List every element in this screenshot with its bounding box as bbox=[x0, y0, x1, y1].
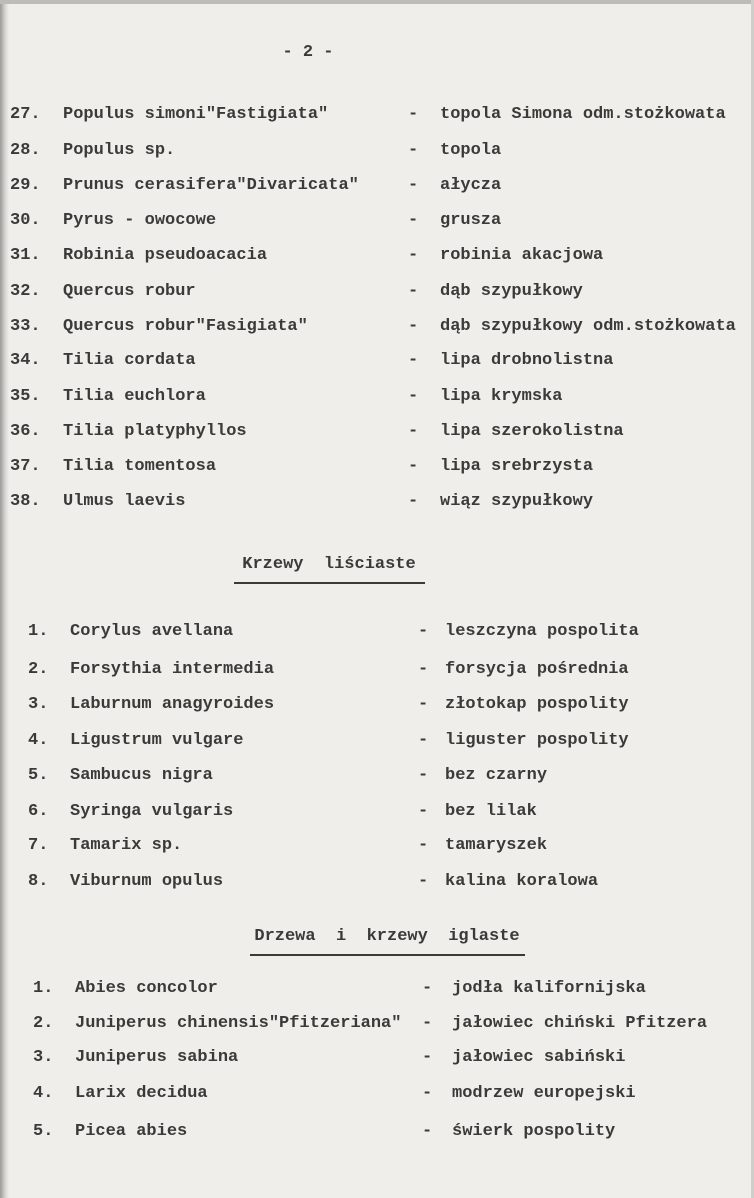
dash-separator: - bbox=[418, 766, 429, 785]
item-number: 4. bbox=[33, 1084, 54, 1103]
latin-name: Ulmus laevis bbox=[63, 492, 186, 511]
latin-name: Tilia euchlora bbox=[63, 387, 206, 406]
latin-name: Laburnum anagyroides bbox=[70, 695, 275, 714]
dash-separator: - bbox=[422, 979, 433, 998]
item-number: 37. bbox=[10, 457, 41, 476]
dash-separator: - bbox=[422, 1014, 433, 1033]
dash-separator: - bbox=[418, 622, 429, 641]
item-number: 38. bbox=[10, 492, 41, 511]
latin-name: Sambucus nigra bbox=[70, 766, 213, 785]
dash-separator: - bbox=[408, 457, 419, 476]
polish-name: liguster pospolity bbox=[445, 731, 629, 750]
dash-separator: - bbox=[418, 872, 429, 891]
latin-name: Quercus robur bbox=[63, 282, 196, 301]
scan-top-edge bbox=[0, 0, 754, 4]
dash-separator: - bbox=[418, 695, 429, 714]
polish-name: grusza bbox=[440, 211, 502, 230]
dash-separator: - bbox=[408, 317, 419, 336]
latin-name: Robinia pseudoacacia bbox=[63, 246, 268, 265]
polish-name: leszczyna pospolita bbox=[445, 622, 639, 641]
latin-name: Forsythia intermedia bbox=[70, 660, 275, 679]
polish-name: jałowiec chiński Pfitzera bbox=[452, 1014, 708, 1033]
dash-separator: - bbox=[418, 660, 429, 679]
dash-separator: - bbox=[422, 1048, 433, 1067]
dash-separator: - bbox=[408, 105, 419, 124]
latin-name: Tilia tomentosa bbox=[63, 457, 217, 476]
item-number: 27. bbox=[10, 105, 41, 124]
dash-separator: - bbox=[408, 211, 419, 230]
dash-separator: - bbox=[418, 731, 429, 750]
item-number: 7. bbox=[28, 836, 49, 855]
dash-separator: - bbox=[418, 836, 429, 855]
item-number: 4. bbox=[28, 731, 49, 750]
polish-name: lipa srebrzysta bbox=[440, 457, 594, 476]
item-number: 34. bbox=[10, 351, 41, 370]
latin-name: Corylus avellana bbox=[70, 622, 234, 641]
polish-name: bez czarny bbox=[445, 766, 548, 785]
item-number: 2. bbox=[28, 660, 49, 679]
item-number: 30. bbox=[10, 211, 41, 230]
item-number: 35. bbox=[10, 387, 41, 406]
polish-name: topola Simona odm.stożkowata bbox=[440, 105, 726, 124]
heading-underline bbox=[234, 582, 425, 584]
latin-name: Populus simoni"Fastigiata" bbox=[63, 105, 329, 124]
dash-separator: - bbox=[408, 351, 419, 370]
dash-separator: - bbox=[422, 1084, 433, 1103]
latin-name: Ligustrum vulgare bbox=[70, 731, 244, 750]
latin-name: Larix decidua bbox=[75, 1084, 208, 1103]
polish-name: modrzew europejski bbox=[452, 1084, 636, 1103]
latin-name: Pyrus - owocowe bbox=[63, 211, 217, 230]
polish-name: świerk pospolity bbox=[452, 1122, 616, 1141]
item-number: 3. bbox=[28, 695, 49, 714]
section-heading-deciduous-shrubs: Krzewy liściaste bbox=[242, 555, 416, 574]
latin-name: Juniperus chinensis"Pfitzeriana" bbox=[75, 1014, 402, 1033]
polish-name: lipa szerokolistna bbox=[440, 422, 624, 441]
item-number: 31. bbox=[10, 246, 41, 265]
item-number: 28. bbox=[10, 141, 41, 160]
item-number: 1. bbox=[33, 979, 54, 998]
latin-name: Picea abies bbox=[75, 1122, 188, 1141]
latin-name: Abies concolor bbox=[75, 979, 218, 998]
latin-name: Tilia cordata bbox=[63, 351, 196, 370]
polish-name: forsycja pośrednia bbox=[445, 660, 629, 679]
latin-name: Viburnum opulus bbox=[70, 872, 224, 891]
dash-separator: - bbox=[418, 802, 429, 821]
heading-underline bbox=[250, 954, 525, 956]
latin-name: Syringa vulgaris bbox=[70, 802, 234, 821]
section-heading-conifers: Drzewa i krzewy iglaste bbox=[254, 927, 520, 946]
item-number: 5. bbox=[33, 1122, 54, 1141]
dash-separator: - bbox=[408, 387, 419, 406]
polish-name: tamaryszek bbox=[445, 836, 548, 855]
polish-name: dąb szypułkowy odm.stożkowata bbox=[440, 317, 736, 336]
item-number: 36. bbox=[10, 422, 41, 441]
polish-name: ałycza bbox=[440, 176, 502, 195]
polish-name: bez lilak bbox=[445, 802, 537, 821]
item-number: 32. bbox=[10, 282, 41, 301]
item-number: 8. bbox=[28, 872, 49, 891]
polish-name: wiąz szypułkowy bbox=[440, 492, 594, 511]
dash-separator: - bbox=[408, 282, 419, 301]
dash-separator: - bbox=[408, 246, 419, 265]
item-number: 33. bbox=[10, 317, 41, 336]
item-number: 5. bbox=[28, 766, 49, 785]
latin-name: Quercus robur"Fasigiata" bbox=[63, 317, 308, 336]
page-number: - 2 - bbox=[282, 43, 334, 62]
latin-name: Tilia platyphyllos bbox=[63, 422, 247, 441]
item-number: 3. bbox=[33, 1048, 54, 1067]
latin-name: Prunus cerasifera"Divaricata" bbox=[63, 176, 359, 195]
latin-name: Juniperus sabina bbox=[75, 1048, 239, 1067]
polish-name: jodła kalifornijska bbox=[452, 979, 646, 998]
polish-name: topola bbox=[440, 141, 502, 160]
polish-name: jałowiec sabiński bbox=[452, 1048, 626, 1067]
item-number: 1. bbox=[28, 622, 49, 641]
scan-left-edge bbox=[0, 0, 9, 1198]
polish-name: lipa drobnolistna bbox=[440, 351, 614, 370]
item-number: 2. bbox=[33, 1014, 54, 1033]
dash-separator: - bbox=[408, 422, 419, 441]
dash-separator: - bbox=[408, 141, 419, 160]
polish-name: dąb szypułkowy bbox=[440, 282, 583, 301]
polish-name: kalina koralowa bbox=[445, 872, 599, 891]
polish-name: robinia akacjowa bbox=[440, 246, 604, 265]
latin-name: Populus sp. bbox=[63, 141, 176, 160]
dash-separator: - bbox=[408, 176, 419, 195]
item-number: 29. bbox=[10, 176, 41, 195]
dash-separator: - bbox=[422, 1122, 433, 1141]
item-number: 6. bbox=[28, 802, 49, 821]
polish-name: lipa krymska bbox=[440, 387, 563, 406]
dash-separator: - bbox=[408, 492, 419, 511]
polish-name: złotokap pospolity bbox=[445, 695, 629, 714]
latin-name: Tamarix sp. bbox=[70, 836, 183, 855]
